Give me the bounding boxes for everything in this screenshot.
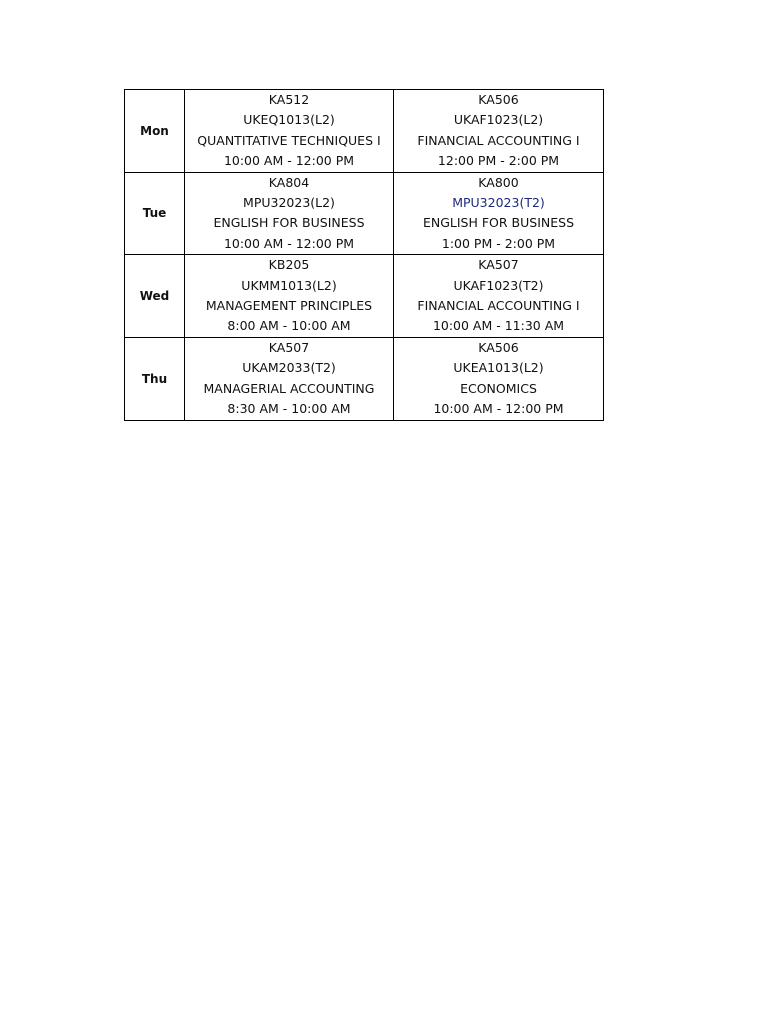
class-slot: [185, 172, 394, 255]
timetable-row-tue: [125, 172, 604, 255]
room-code: KA507: [478, 257, 519, 273]
room-code: KB205: [268, 257, 310, 273]
class-time: 1:00 PM - 2:00 PM: [441, 235, 556, 251]
class-time: 10:00 AM - 12:00 PM: [433, 401, 564, 417]
room-code: KA507: [268, 339, 310, 355]
class-time: 10:00 AM - 12:00 PM: [223, 153, 355, 169]
day-label: Thu: [125, 337, 185, 420]
room-code: KA506: [478, 92, 519, 107]
class-time: 10:00 AM - 12:00 PM: [223, 235, 355, 251]
timetable-row-thu: [125, 337, 604, 420]
class-time: 10:00 AM - 11:30 AM: [432, 318, 565, 334]
day-label: Wed: [125, 255, 185, 338]
class-slot: [185, 90, 394, 173]
room-code: KA804: [268, 174, 310, 190]
course-title: ENGLISH FOR BUSINESS: [422, 215, 575, 231]
class-time: 8:30 AM - 10:00 AM: [227, 401, 351, 417]
course-title: FINANCIAL ACCOUNTING I: [417, 298, 580, 314]
course-code: UKEA1013(L2): [453, 360, 544, 376]
timetable-row-wed: [125, 255, 604, 338]
course-code: UKEQ1013(L2): [243, 112, 335, 128]
course-title: ENGLISH FOR BUSINESS: [213, 215, 365, 231]
room-code: KA512: [268, 92, 310, 107]
course-title: FINANCIAL ACCOUNTING I: [417, 132, 580, 148]
class-slot: [394, 255, 604, 338]
class-slot: [394, 172, 604, 255]
class-slot: [185, 337, 394, 420]
course-code: MPU32023(L2): [243, 195, 335, 211]
course-code: UKAM2033(T2): [242, 360, 336, 376]
course-title: MANAGERIAL ACCOUNTING: [203, 380, 375, 396]
day-label: Tue: [125, 172, 185, 255]
room-code: KA506: [478, 339, 519, 355]
course-code: UKMM1013(L2): [241, 277, 337, 293]
class-slot: [394, 90, 604, 173]
course-code-highlighted: MPU32023(T2): [452, 195, 545, 211]
class-slot: [185, 255, 394, 338]
class-time: 8:00 AM - 10:00 AM: [227, 318, 351, 334]
course-title: QUANTITATIVE TECHNIQUES I: [197, 132, 381, 148]
timetable: [124, 89, 604, 421]
day-label: Mon: [125, 90, 185, 173]
class-slot: [394, 337, 604, 420]
timetable-row-mon: [125, 90, 604, 173]
class-time: 12:00 PM - 2:00 PM: [437, 153, 560, 169]
course-title: MANAGEMENT PRINCIPLES: [205, 298, 373, 314]
course-code: UKAF1023(L2): [453, 112, 544, 128]
course-code: UKAF1023(T2): [453, 277, 544, 293]
course-title: ECONOMICS: [460, 380, 537, 396]
room-code: KA800: [478, 174, 519, 190]
